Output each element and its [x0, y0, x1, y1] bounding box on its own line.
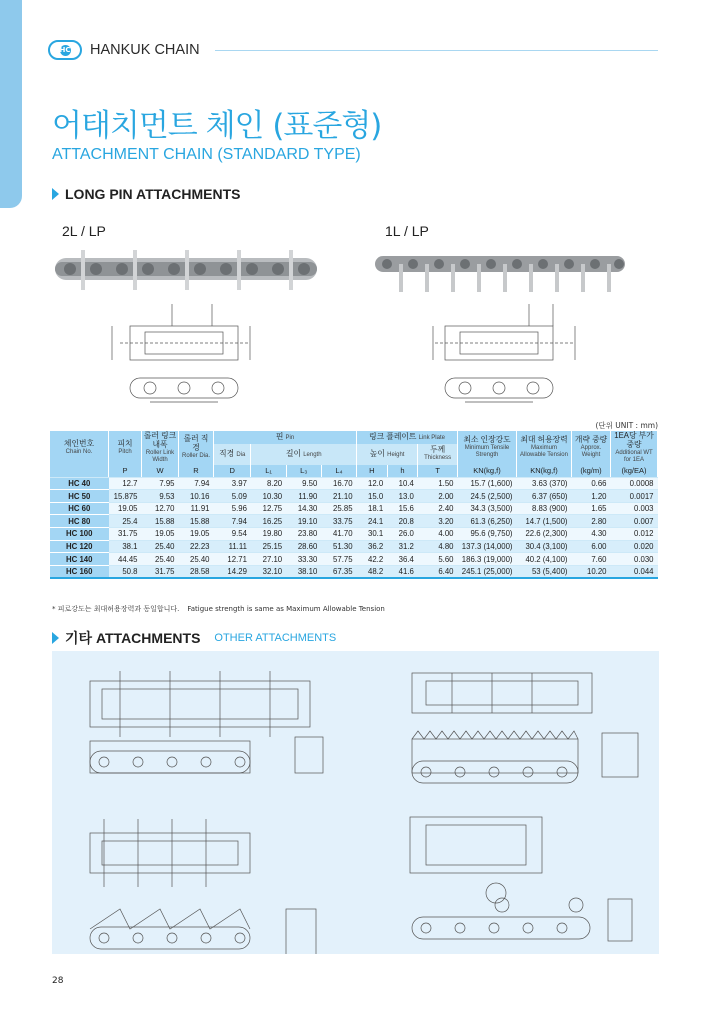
figure-label-1l-lp: 1L / LP	[385, 223, 429, 239]
page-title-korean: 어태치먼트 체인 (표준형)	[52, 108, 382, 144]
page-number: 28	[52, 976, 64, 986]
brand-name: HANKUK CHAIN	[90, 42, 200, 58]
table-cell: 15.875	[109, 490, 142, 503]
drawing-d	[412, 731, 638, 783]
table-cell: 67.35	[321, 565, 356, 578]
table-cell: 19.05	[109, 502, 142, 515]
table-cell: 19.05	[142, 528, 179, 541]
table-cell: 2.40	[418, 502, 458, 515]
table-cell: 19.80	[251, 528, 286, 541]
col-roller-link: 롤러 링크내폭 Roller Link Width	[142, 431, 179, 465]
chain-no-cell: HC 60	[50, 502, 109, 515]
table-cell: 0.0017	[611, 490, 658, 503]
table-cell: 0.003	[611, 502, 658, 515]
table-cell: 7.94	[214, 515, 251, 528]
spec-table	[50, 431, 658, 579]
table-cell: 20.8	[387, 515, 418, 528]
table-cell: 44.45	[109, 553, 142, 566]
table-cell: 33.75	[321, 515, 356, 528]
section-long-pin	[52, 186, 241, 202]
table-cell: 14.7 (1,500)	[517, 515, 572, 528]
brand-header	[48, 40, 200, 60]
table-cell: 6.00	[572, 540, 611, 553]
table-row	[50, 540, 658, 553]
table-cell: 26.0	[387, 528, 418, 541]
drawing-2l-lp	[100, 298, 260, 416]
table-cell: 22.23	[179, 540, 214, 553]
table-row	[50, 565, 658, 578]
table-row	[50, 477, 658, 490]
table-cell: 25.40	[179, 553, 214, 566]
table-cell: 24.1	[357, 515, 388, 528]
page-title-english: ATTACHMENT CHAIN (STANDARD TYPE)	[52, 146, 361, 163]
table-cell: 9.54	[214, 528, 251, 541]
table-cell: 9.53	[142, 490, 179, 503]
table-cell: 15.88	[142, 515, 179, 528]
table-cell: 95.6 (9,750)	[458, 528, 517, 541]
chain-no-cell: HC 40	[50, 477, 109, 490]
table-cell: 245.1 (25,000)	[458, 565, 517, 578]
table-cell: 4.00	[418, 528, 458, 541]
section-title: 기타 ATTACHMENTS	[65, 630, 201, 646]
table-cell: 3.97	[214, 477, 251, 490]
col-max-allow: 최대 허용장력 Maximum Allowable Tension	[517, 431, 572, 465]
section-title: LONG PIN ATTACHMENTS	[65, 186, 241, 202]
table-cell: 1.50	[418, 477, 458, 490]
chevron-right-icon	[52, 188, 59, 200]
other-attachment-drawings	[52, 651, 659, 954]
table-cell: 31.75	[142, 565, 179, 578]
table-row	[50, 528, 658, 541]
table-cell: 13.0	[387, 490, 418, 503]
drawing-1l-lp	[425, 298, 585, 416]
table-cell: 12.75	[251, 502, 286, 515]
table-cell: 25.15	[251, 540, 286, 553]
chain-no-cell: HC 100	[50, 528, 109, 541]
table-cell: 0.66	[572, 477, 611, 490]
drawing-f	[410, 817, 542, 903]
drawing-a	[90, 671, 310, 737]
table-cell: 11.11	[214, 540, 251, 553]
col-pin: 핀 Pin	[214, 431, 357, 444]
table-cell: 41.70	[321, 528, 356, 541]
col-roller-dia: 롤러 직경 Roller Dia.	[179, 431, 214, 465]
table-cell: 6.37 (650)	[517, 490, 572, 503]
symbol-row: P W R D L₁ L₃ L₄ H h T KN(kg,f) KN(kg,f) (kg/m) (kg/EA)	[50, 465, 658, 478]
table-cell: 57.75	[321, 553, 356, 566]
table-cell: 18.1	[357, 502, 388, 515]
col-plate-thick: 두께 Thickness	[418, 444, 458, 465]
table-cell: 5.09	[214, 490, 251, 503]
header-rule	[215, 50, 658, 51]
table-cell: 25.85	[321, 502, 356, 515]
table-cell: 0.020	[611, 540, 658, 553]
table-cell: 10.30	[251, 490, 286, 503]
col-pitch: 피치 Pitch	[109, 431, 142, 465]
table-cell: 5.60	[418, 553, 458, 566]
table-cell: 38.1	[109, 540, 142, 553]
col-chain-no: 체인번호 Chain No.	[50, 431, 109, 465]
table-cell: 41.6	[387, 565, 418, 578]
section-other	[52, 628, 336, 648]
table-cell: 25.40	[142, 553, 179, 566]
table-row	[50, 553, 658, 566]
table-cell: 10.4	[387, 477, 418, 490]
table-cell: 1.20	[572, 490, 611, 503]
table-cell: 25.40	[142, 540, 179, 553]
chain-no-cell: HC 120	[50, 540, 109, 553]
table-cell: 27.10	[251, 553, 286, 566]
table-cell: 9.50	[286, 477, 321, 490]
table-cell: 2.80	[572, 515, 611, 528]
col-link-plate: 링크 플레이트 Link Plate	[357, 431, 458, 444]
table-cell: 14.30	[286, 502, 321, 515]
chain-photo-1l-lp	[375, 248, 625, 294]
table-cell: 4.80	[418, 540, 458, 553]
table-cell: 19.10	[286, 515, 321, 528]
table-cell: 48.2	[357, 565, 388, 578]
table-cell: 28.60	[286, 540, 321, 553]
table-cell: 0.030	[611, 553, 658, 566]
table-cell: 51.30	[321, 540, 356, 553]
table-cell: 7.95	[142, 477, 179, 490]
table-cell: 1.65	[572, 502, 611, 515]
table-cell: 21.10	[321, 490, 356, 503]
chain-no-cell: HC 160	[50, 565, 109, 578]
hankuk-logo: HC	[48, 40, 82, 60]
table-cell: 10.20	[572, 565, 611, 578]
table-cell: 0.007	[611, 515, 658, 528]
table-cell: 15.6	[387, 502, 418, 515]
table-cell: 0.012	[611, 528, 658, 541]
table-row	[50, 502, 658, 515]
table-cell: 31.75	[109, 528, 142, 541]
table-cell: 3.20	[418, 515, 458, 528]
chain-no-cell: HC 80	[50, 515, 109, 528]
table-cell: 30.1	[357, 528, 388, 541]
table-cell: 12.71	[214, 553, 251, 566]
chain-photo-2l-lp	[55, 250, 317, 290]
table-row	[50, 490, 658, 503]
table-cell: 0.044	[611, 565, 658, 578]
col-add-wt: 1EA당 부가중량 Additional WT for 1EA	[611, 431, 658, 465]
table-cell: 3.63 (370)	[517, 477, 572, 490]
table-cell: 7.94	[179, 477, 214, 490]
table-cell: 40.2 (4,100)	[517, 553, 572, 566]
table-cell: 10.16	[179, 490, 214, 503]
table-cell: 42.2	[357, 553, 388, 566]
table-cell: 19.05	[179, 528, 214, 541]
col-min-tensile: 최소 인장강도 Minimum Tensile Strength	[458, 431, 517, 465]
table-cell: 25.4	[109, 515, 142, 528]
side-tab	[0, 0, 22, 208]
table-cell: 28.58	[179, 565, 214, 578]
col-approx-wt: 개략 중량 Approx. Weight	[572, 431, 611, 465]
table-cell: 32.10	[251, 565, 286, 578]
table-cell: 50.8	[109, 565, 142, 578]
table-cell: 5.96	[214, 502, 251, 515]
table-cell: 12.70	[142, 502, 179, 515]
col-pin-length: 길이 Length	[251, 444, 357, 465]
figure-label-2l-lp: 2L / LP	[62, 223, 106, 239]
table-cell: 36.4	[387, 553, 418, 566]
table-cell: 4.30	[572, 528, 611, 541]
table-cell: 11.90	[286, 490, 321, 503]
chevron-right-icon	[52, 632, 59, 644]
table-cell: 2.00	[418, 490, 458, 503]
table-cell: 15.88	[179, 515, 214, 528]
table-cell: 31.2	[387, 540, 418, 553]
table-cell: 36.2	[357, 540, 388, 553]
drawing-g	[90, 909, 316, 954]
table-cell: 8.83 (900)	[517, 502, 572, 515]
table-cell: 38.10	[286, 565, 321, 578]
table-cell: 7.60	[572, 553, 611, 566]
table-cell: 16.70	[321, 477, 356, 490]
table-cell: 34.3 (3,500)	[458, 502, 517, 515]
table-cell: 15.7 (1,600)	[458, 477, 517, 490]
section-subtitle: OTHER ATTACHMENTS	[214, 632, 337, 644]
table-cell: 22.6 (2,300)	[517, 528, 572, 541]
table-cell: 0.0008	[611, 477, 658, 490]
col-plate-height: 높이 Height	[357, 444, 418, 465]
table-cell: 14.29	[214, 565, 251, 578]
table-cell: 15.0	[357, 490, 388, 503]
table-cell: 137.3 (14,000)	[458, 540, 517, 553]
drawing-b	[412, 673, 592, 713]
drawing-e	[90, 819, 250, 887]
chain-no-cell: HC 140	[50, 553, 109, 566]
table-cell: 30.4 (3,100)	[517, 540, 572, 553]
table-cell: 6.40	[418, 565, 458, 578]
footnote: * 피로강도는 최대허용장력과 동일합니다. Fatigue strength is same as Maximum Allowable Tension	[52, 605, 385, 613]
table-cell: 11.91	[179, 502, 214, 515]
table-cell: 12.7	[109, 477, 142, 490]
table-cell: 186.3 (19,000)	[458, 553, 517, 566]
table-cell: 53 (5,400)	[517, 565, 572, 578]
table-cell: 8.20	[251, 477, 286, 490]
table-cell: 33.30	[286, 553, 321, 566]
col-pin-dia: 직경 Dia	[214, 444, 251, 465]
table-row	[50, 515, 658, 528]
unit-note: (단위 UNIT : mm)	[595, 421, 658, 430]
table-cell: 24.5 (2,500)	[458, 490, 517, 503]
drawing-c	[90, 737, 323, 773]
table-cell: 16.25	[251, 515, 286, 528]
table-cell: 12.0	[357, 477, 388, 490]
chain-no-cell: HC 50	[50, 490, 109, 503]
table-cell: 61.3 (6,250)	[458, 515, 517, 528]
drawing-h	[412, 898, 632, 941]
other-attachments-panel	[52, 651, 659, 954]
table-cell: 23.80	[286, 528, 321, 541]
